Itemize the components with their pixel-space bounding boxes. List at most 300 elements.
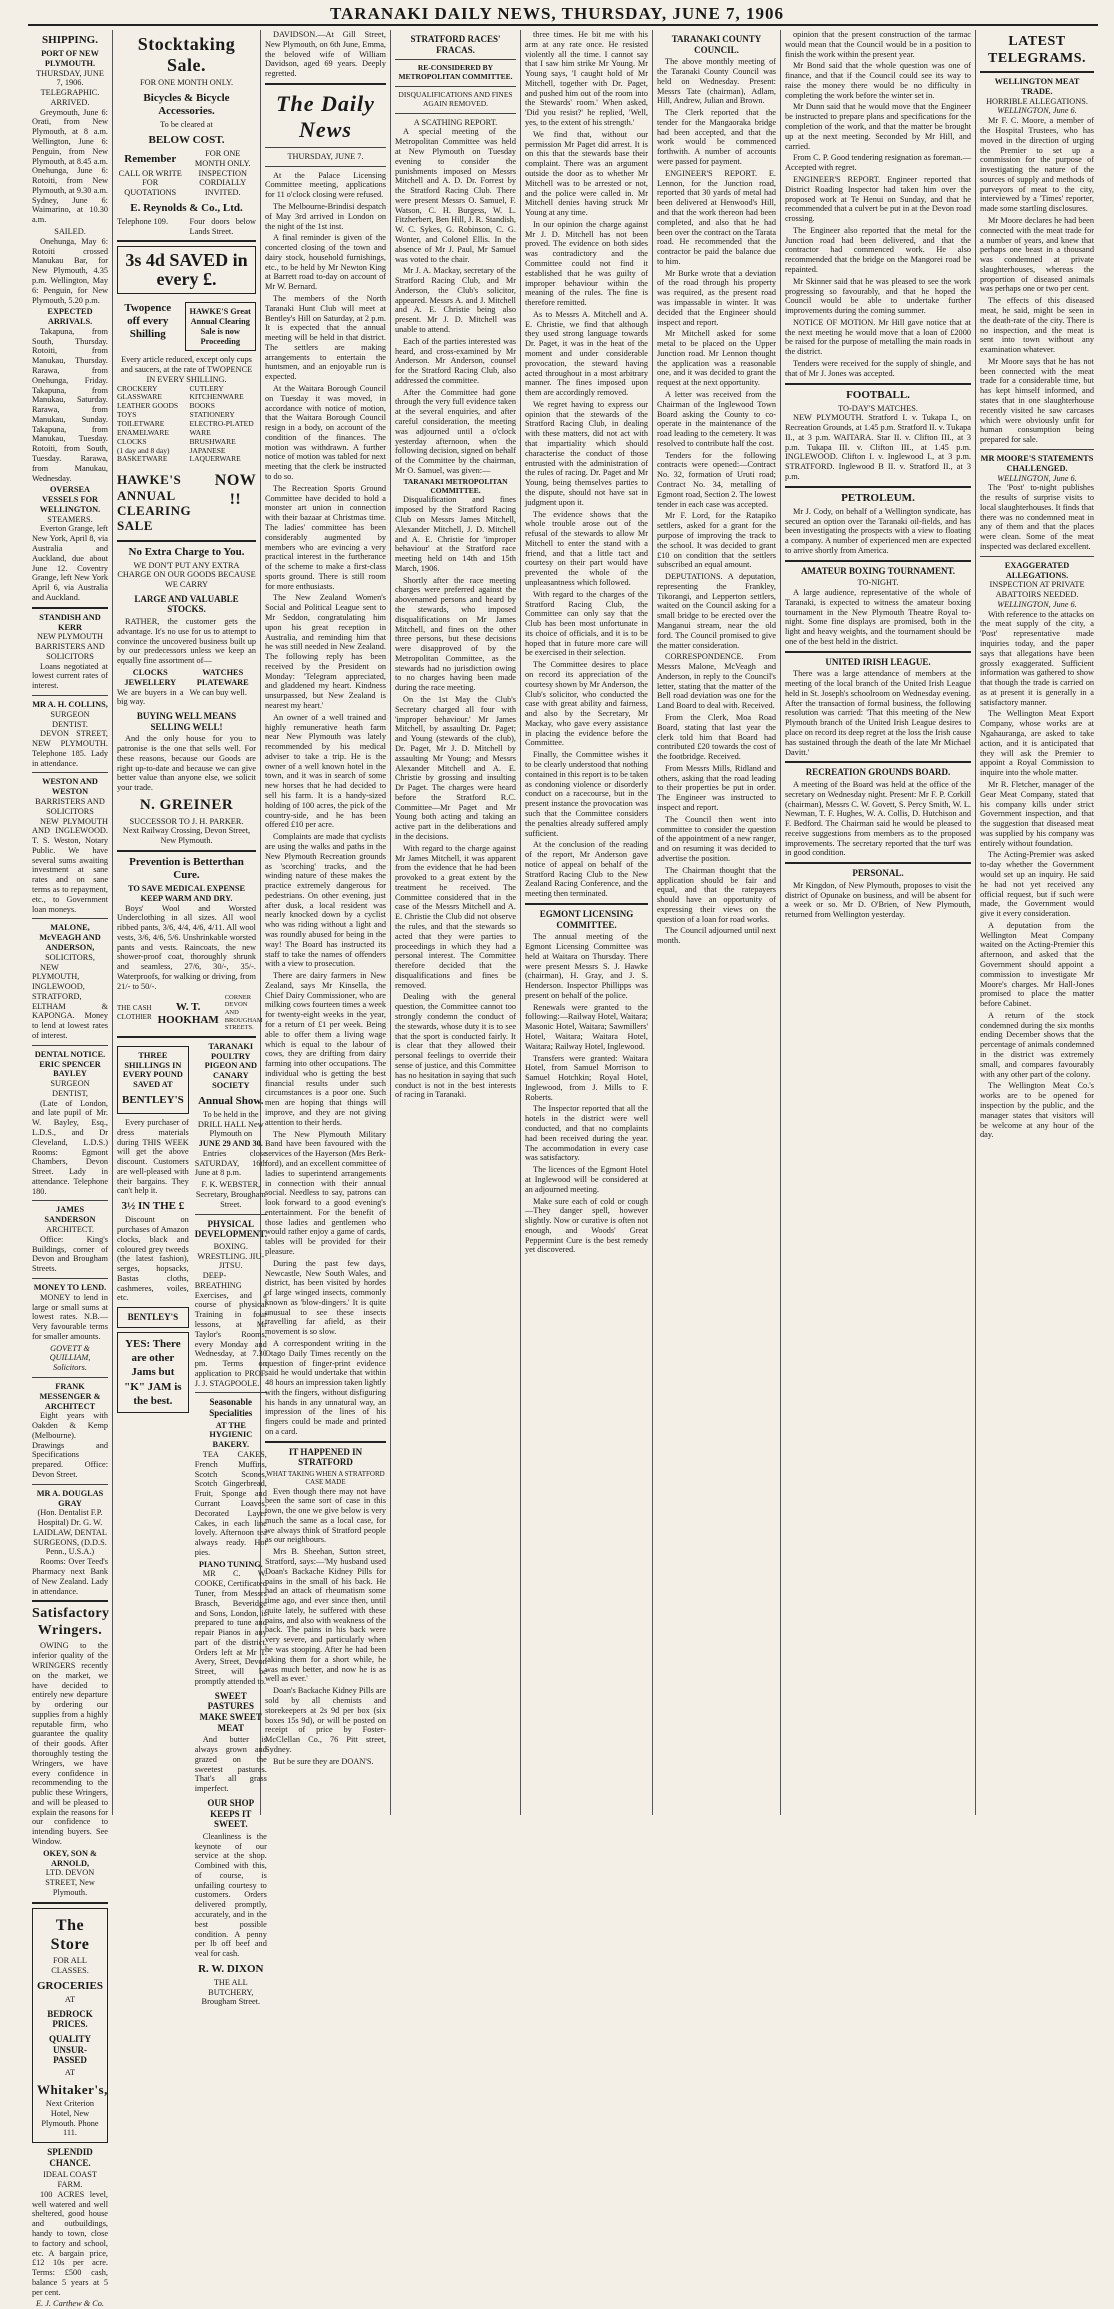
column-telegrams [976,30,1098,1815]
council-paragraph: Tenders for the following contracts were opened:—Contract No. 32, formation of Uruti road; Contract No. 34, metalling of Egmont road, Section 2. The lowest tender in each case was accepted. [657,450,776,509]
shipping-date: THURSDAY, JUNE 7, 1906. [36,68,104,88]
divider [32,1377,108,1378]
stratford-subtitle: RE-CONSIDERED BY METROPOLITAN COMMITTEE. [398,63,513,82]
remember-label: Remember [124,152,177,165]
masthead-rule [28,24,1098,26]
twopence-text: Twopence off every Shilling [124,302,172,341]
news-paragraph: During the past few days, Newcastle, New South Wales, and district, has been visited by hordes of large winged insects, commonly known as 'blow-dingers.' It is quite unusual to see these insects travelling far afield, as their movement is so slow. [265,1258,386,1337]
port-heading: PORT OF NEW PLYMOUTH. [41,48,99,68]
wringers-text: OWING to the inferior quality of the WRINGERS recently on the market, we have decided to entirely new departure by ordering our supplies from a highly reputable firm, who guarantee the quality of their goods. After thoroughly testing the Wringers, we have every confidence in recommending to the public these Wringers, and will be pleased to explain the reasons for our confidence to intending buyers. See Window. [32,1641,108,1847]
buying-well: BUYING WELL MEANS SELLING WELL! [136,711,237,732]
stocktaking-title: Stocktaking Sale. [137,34,236,76]
divider [785,560,971,562]
stratford-paragraph: After the Committee had gone through the very full evidence taken at the several enquiries, and after careful consideration, the meeting was adjourned until a o'clock yesterday afternoon, when the following decision, signed on behalf of the Committee by the chairman, Mr O. Samuel, was given:— [395,387,516,475]
bentleys-name: BENTLEY'S [122,1093,184,1106]
council-paragraph: From Messrs Mills, Ridland and others, asking that the road leading to their properties be put in order. The Engineer was instructed to inspect and report. [657,763,776,813]
divider [265,83,386,85]
clearing-title: HAWKE'S ANNUAL CLEARING SALE [117,472,192,534]
stocktaking-sub: FOR ONE MONTH ONLY. [139,78,234,88]
ad-standish-sub: NEW PLYMOUTH BARRISTERS AND SOLICITORS [35,632,105,661]
united-irish-title: UNITED IRISH LEAGUE. [825,656,931,667]
now-text: NOW !! [214,472,257,509]
local-paragraph: Tenders were received for the supply of shingle, and that of Mr J. Jones was accepted. [785,359,971,378]
column-advertisements [113,30,267,2007]
hawkes-box: HAWKE'S Great Annual Clearing Sale is now Proceeding [185,302,257,351]
goods-left-item: ENAMELWARE [117,427,169,437]
goods-left-item: TOYS [117,410,137,420]
ad-collins-text: DEVON STREET, NEW PLYMOUTH. Telephone 185. Lady in attendance. [32,729,108,768]
goods-right-item: BOOKS [189,401,215,411]
plateware-label: PLATEWARE [196,677,249,687]
divider [117,850,256,852]
dixon-sub: THE ALL BUTCHERY, Brougham Street. [201,1977,261,2007]
council-paragraph: The above monthly meeting of the Taranaki County Council was held on Wednesday. Present: Messrs Tate (chairman), Adlam, Hill, Andrew, Julian and Brown. [657,57,776,106]
ad-gray-text: Rooms: Over Teed's Pharmacy next Bank of New Zealand. Lady in attendance. [32,1557,108,1596]
ad-sanderson-title: JAMES SANDERSON [44,1205,96,1225]
stratford-cont-paragraph: We find that, without our permission Mr Paget did arrest. It is on this that the stewards base their complaint. There was an argument outside the door as to whether Mr Mitchell was to be arrested or not, and the police were called in. Mr Mitchell denies having struck Mr Young at any time. [525,129,648,218]
secretary-text: F. K. WEBSTER, Secretary, Brougham Street. [195,1180,266,1209]
council-paragraph: The Clerk reported that the tender for the Mangaoraka bridge had been accepted, and that the work would be commenced forthwith. A number of accounts were passed for payment. [657,108,776,167]
column-stratford-continued [521,30,652,1815]
telegram-paragraph: With reference to the attacks on the meat supply of the city, a 'Post' representative made inquiries today, and the paper says that allegations have been grossly exaggerated. Sufficient information was gathered to show that though the trade is carried on as at present it is generally in a satisfactory manner. [980,609,1094,707]
oversea-heading: OVERSEA VESSELS FOR WELLINGTON. [39,485,101,514]
ad-weston-text: NEW PLYMOUTH AND INGLEWOOD. T. S. Weston, Notary Public. We have several sums awaiting investment at sane rates and on sane terms as to repayment, etc., to Government loan moneys. [32,816,108,914]
stratford-subtitle-3: A SCATHING REPORT. [413,117,498,127]
telegram-paragraph: The Acting-Premier was asked to-day whether the Government would set up an inquiry. He said he had not yet received any official request, but if such were made, the Government would give it every consideration. [980,850,1094,919]
divider [980,449,1094,450]
ad-gray-title: MR A. DOUGLAS GRAY [36,1488,104,1508]
divider [265,166,386,167]
stratford-cont-paragraph: With regard to the charges of the Stratford Racing Club, the Committee can only say that the Club has been most unfortunate in its choice of officials, and it is to be hoped that in future more care will be exercised in their selection. [525,589,648,658]
death-notice: DAVIDSON.—At Gill Street, New Plymouth, on 6th June, Emma, the beloved wife of William Davidson, aged 69 years. Deeply regretted. [265,30,386,79]
telegram-paragraph: The Wellington Meat Export Company, whose works are at Ngahauranga, are asked to take action, and it is anticipated that they will ask the Premier to appoint a Royal Commission to inquire into the whole matter. [980,709,1094,778]
stratford-cont-paragraph: We regret having to express our opinion that the stewards of the Stratford Racing Club, in dealing with these matters, did not act with that impartiality which should characterise the conduct of those entrusted with the administration of the rules of racing. Dr. Paget and Mr Young, being themselves parties to the dispute, should not have sat in judgment upon it. [525,399,648,507]
recreation-text: A meeting of the Board was held at the office of the secretary on Wednesday night. Present: Mr F. P. Corkill (chairman), Messrs C. W. Govett, S. Percy Smith, W. L. Newman, T. F. Hughes, W. A. Collis, D. Hutchison and F. Bedford. The Chairman said he would be pleased to receive suggestions from members as to the proposed improvements. The secretary reported that the turf was in good condition. [785,779,971,858]
buyers-text: We are buyers in a big way. [117,687,184,707]
council-paragraph: Mr Mitchell asked for some metal to be placed on the Upper Junction road. Mr Lennon thought the application was a reasonable one, and it was decided to grant the request at the next opportunity. [657,329,776,388]
stratford-title: STRATFORD RACES' FRACAS. [410,34,501,55]
divider [265,1441,386,1443]
stratford-paragraph: On the 1st May the Club's Secretary charged all four with 'improper behaviour.' Mr James Mitchell, by assaulting Dr. Paget; and Young (stewards of the club), Dr. Paget, Mr J. D. Mitchell by assaulting Mr Young; and Messrs Alexander Mitchell and A. E. Christie by grossing and insulting Dr Paget. The charges were heard before the Stratford R.C. Committee—Mr Paget and Mr Young both acting and taking an active part in the deliberations and in the decisions. [395,695,516,841]
extra-charge-text: WE DON'T PUT ANY EXTRA CHARGE ON OUR GOODS BECAUSE WE CARRY [117,560,256,590]
hygienic-text: TEA CAKES, French Muffins, Scotch Scones, Scotch Gingerbread, Fruit, Sponge and Currant Loaves, Decorated Layer Cakes, in each line lovely. Afternoon tea always ready. Hot pies. [194,1450,267,1557]
stratford-paragraph: With regard to the charge against Mr James Mitchell, it was apparent from the evidence that he had been provoked to a great extent by the treatment he received. The Committee considered that in the case of the Messrs Mitchell and A. E. Christie the Club did not observe the rules, and that the stewards so acted that they were parties to proceedings in which they had a personal interest. The Committee therefore decided that the disqualifications and fines be removed. [395,843,516,990]
telegram-paragraph: The effects of this diseased meat, he said, might be seen in the death-rate of the city. There is no inspection, and the meat is sent into town without any examination whatever. [980,296,1094,355]
expected-text: Takapuna, from South, Thursday. Rotoiti, from Manukau, Thursday. Rarawa, from Onehunga, Friday. Takapuna, from Manukau, Saturday. Rarawa, from Manukau, Sunday. Takapuna, from Manukau, Tuesday. Rotoiti, from South, Tuesday. Rarawa, from Manukau, Wednesday. [32,326,108,483]
divider [785,486,971,488]
council-paragraph: A letter was received from the Chairman of the Inglewood Town Board asking the County to co-operate in the maintenance of the road leading to the cemetery. It was resolved to contribute half the cost. [657,390,776,448]
entries-text: Entries close SATURDAY, 16th June at 8 p.m. [194,1148,267,1178]
goods-right-item: JAPANESE [189,445,226,455]
telegram-paragraph: Mr Moore declares he had been connected with the meat trade for a number of years, and knew that perhaps one beast in a thousand was condemned at private slaughterhouses, whereas the proportion of diseased animals was perhaps one or two per cent. [980,215,1094,294]
ad-standish-title: STANDISH AND KERR [39,612,101,632]
expected-heading: EXPECTED ARRIVALS. [47,307,93,327]
council-paragraph: ENGINEER'S REPORT. E. Lennon, for the Junction road, reported that 30 yards of metal had been delivered at Henwood's Hill, and that the work thereon had been completed, and also that he had been over the contract on the Tarata road. He recommended that the contractor be paid the balance due to him. [657,168,776,266]
stratford-cont-paragraph: In our opinion the charge against Mr J. D. Mitchell has not been proved. The evidence on both sides was contradictory and the Committee could not find it established that he was guilty of improper behaviour within the meaning of the rules. The fine is therefore remitted. [525,219,648,308]
ad-weston-sub: BARRISTERS AND SOLICITORS [35,797,105,816]
divider [117,1036,256,1038]
stratford-cont-paragraph: The evidence shows that the whole trouble arose out of the refusal of the stewards to allow Mr Mitchell to enter the stand with a friend, and that a little tact and courtesy on their part would have prevented the whole of the unpleasantness which followed. [525,509,648,587]
stratford-paragraph: Dealing with the general question, the Committee cannot too strongly condemn the conduct of the stewards, whose duty it is to see that the sport is conducted fairly. It is clear that they allowed their personal feelings to override their sense of justice, and this Committee has no hesitation in saying that such conduct is not in the best interests of racing in Taranaki. [395,992,516,1100]
exaggerated-sub: INSPECTION AT PRIVATE ABATTOIRS NEEDED. [989,580,1085,600]
stratford-cont-paragraph: As to Messrs A. Mitchell and A. E. Christie, we find that although they used strong language towards Dr. Paget, it was in the heat of the moment and under considerable provocation, the steward having acted throughout in a most arbitrary manner. The fines imposed upon them are accordingly removed. [525,309,648,398]
divider [32,772,108,773]
football-title: FOOTBALL. [846,388,910,401]
goods-right-item: LAQUERWARE [189,454,241,464]
it-happened-sub: WHAT TAKING WHEN A STRATFORD CASE MADE [266,1470,385,1487]
remember-sub: FOR ONE MONTH ONLY. [194,148,251,168]
meat-trade-sub: HORRIBLE ALLEGATIONS. [986,96,1088,106]
divider [525,903,648,905]
doans-paragraph: But be sure they are DOAN'S. [273,1756,374,1766]
ad-bayley-text: (Late of London, and late pupil of Mr. W. Bayley, Esq., L.D.S., and Dr Cleveland, L.D.S.) Rooms: Egmont Chambers, Devon Street. Lady in attendance. Telephone 180. [32,1098,108,1196]
divider [785,862,971,864]
divider [785,761,971,763]
dental-notice-title: DENTAL NOTICE. [34,1049,106,1059]
store-line-6: Whitaker's, [37,2081,108,2097]
cleared-text: To be cleared at [160,120,213,130]
arrived-text: Greymouth, June 6: Orati, from New Plymouth, at 8 a.m. Wellington, June 6: Penguin, from New Plymouth, at 8.45 a.m. Onehunga, June 6: Rotoiti, from New Plymouth, at 9.30 a.m. Sydney, June 6: Waimarino, at 10.30 a.m. [32,107,108,225]
reynolds-telephone: Telephone 109. [117,216,169,226]
local-paragraph: ENGINEER'S REPORT. Engineer reported that District Roading Inspector had taken him over the proposed work at Te Henui on Sunday, and that he recommended that a culvert be put in at the Devon road crossing. [785,174,971,224]
council-paragraph: DEPUTATIONS. A deputation, representing the Frankley, Tikorangi, and Lepperton settlers, waited on the Council asking for a small bridge to be erected over the Manganui stream, near the old ford. The Council promised to give the matter consideration. [657,572,776,650]
wringers-title: Satisfactory Wringers. [32,1606,110,1638]
egmont-paragraph: Transfers were granted: Waitara Hotel, from Samuel Morrison to Samuel Hotchkin; Royal Hotel, Inglewood, from J. Mills to F. Roberts. [525,1053,648,1102]
boxing-text: BOXING. WRESTLING. JIU-JITSU. [197,1241,265,1271]
shop-text: Cleanliness is the keynote of our service at the shop. Combined with this, of course, is unfailing courtesy to customers. Orders delivered promptly, accurately, and in the best possible condition. A penny per lb off beef and veal for cash. [194,1831,267,1959]
news-paragraph: A correspondent writing in the Otago Daily Times recently on the question of finger-print evidence said he would undertake that within 48 hours an impression taken lightly with the fingers, without disfiguring his hands in any unnatural way, an impression of the lines of his fingers could be made and printed on a card. [265,1339,386,1437]
news-paragraph: The Melbourne-Brindisi despatch of May 3rd arrived in London on the night of the 1st inst. [265,201,386,231]
stratford-paragraph: Shortly after the race meeting charges were preferred against the abovenamed persons and heard by the stewards, who imposed disqualifications on Mr James Mitchell, and fines on the other three persons, but these decisions were disapproved of by the Metropolitan Committee, as the stewards had no jurisdiction owing to no charges having been made during the race meeting. [395,575,516,693]
bentleys-text: Every purchaser of dress materials during THIS WEEK will get the above discount. Customers are well-pleased with their bargains. They can't help it. [117,1117,189,1196]
ad-messenger-title: FRANK MESSENGER & ARCHITECT [39,1381,101,1411]
ad-sanderson-sub: ARCHITECT. [45,1225,94,1235]
store-title: The Store [50,1916,90,1953]
poultry-title: TARANAKI POULTRY PIGEON AND CANARY SOCIETY [204,1041,257,1090]
store-ad [32,1908,108,2143]
steamers-heading: STEAMERS. [47,514,93,524]
goods-left-item: (1 day and 8 day) [117,445,170,455]
news-paragraph: There are dairy farmers in New Zealand, says Mr Kinsella, the Chief Dairy Commissioner, who are milking cows fourteen times a week for twenty-eight weeks in the year, for a return of £1 per week. Being able to offer them a living wage which is equal to the labour of cows, they are drifting from dairy farming into other occupations. The individual who is getting the best financial results under such circumstances is a poor one. Such men are hoping that things will improve, and they are not giving attention to their herds. [265,971,386,1127]
below-cost: BELOW COST. [148,133,225,146]
divider [980,71,1094,73]
column-editorial [261,30,390,1815]
greiner-address: Next Railway Crossing, Devon Street, New Plymouth. [122,826,251,846]
column-county-council [653,30,780,1815]
stratford-cont-paragraph: At the conclusion of the reading of the report, Mr Anderson gave notice of appeal on behalf of the Stratford Racing Club to the New Zealand Racing Conference, and the meeting then terminated. [525,840,648,899]
rather-text: RATHER, the customer gets the advantage. It's no use for us to attempt to convince the uncovered business built up by our predecessors unless we keep an equally fine assortment of— [117,617,256,666]
county-council-title: TARANAKI COUNTY COUNCIL. [671,34,762,55]
splendid-title: SPLENDID CHANCE. [47,2147,93,2168]
petroleum-text: Mr J. Cody, on behalf of a Wellington syndicate, has secured an option over the Taranaki oil-fields, and has been investigating the prospects with a view to floating a company. A number of experienced men are expected to arrive shortly from America. [785,506,971,555]
council-paragraph: From the Clerk, Moa Road Board, stating that last year the clerk told him that Board had contributed £20 towards the cost of the footbridge. Received. [657,713,776,762]
three-half-text: Discount on purchases of Amazon clocks, black and coloured grey tweeds (the latest fashion), serges, hopsacks, Bastas cloths, cashmeres, voiles, etc. [117,1215,189,1303]
sweet-text: And butter is always grown and grazed on the sweetest pastures. That's all grass imperfect. [194,1735,267,1794]
deep-breathing-text: DEEP-BREATHING Exercises, and a course of physical Training in four lessons, at Mr Taylor's Rooms, every Monday and Wednesday, at 7.30 pm. Terms on application to PROF. J. J. STAGPOOLE. [194,1271,267,1388]
doans-paragraph: Doan's Backache Kidney Pills are sold by all chemists and storekeepers at 2s 9d per box (six boxes 15s 9d), or will be posted on receipt of price by Foster-McClellan Co., 76 Pitt street, Sydney. [265,1686,386,1754]
every-article-text: Every article reduced, except only cups and saucers, at the rate of TWOPENCE IN EVERY SHILLING. [120,355,253,384]
money-title: MONEY TO LEND. [33,1282,107,1292]
council-paragraph: CORRESPONDENCE. From Messrs Malone, McVeagh and Anderson, in reply to the Council's letter, stating that the matter of the Bell road deviation was one for the Land Board to deal with. Received. [657,652,776,711]
council-paragraph: The Chairman thought that the application should be fair and equal, and that the ratepayers should have an opportunity of expressing their views on the question of a loan for road works. [657,865,776,924]
money-signature: GOVETT & QUILLIAM, Solicitors. [49,1343,91,1373]
news-paragraph: A final reminder is given of the concerted closing of the town and dairy stock, household furnishings, etc., to be held by Mr Newton King at Barrett road to-day on account of Mr W. Bernard. [265,233,386,292]
call-text: CALL OR WRITE FOR QUOTATIONS [118,168,182,198]
divider [32,1200,108,1201]
council-paragraph: The Council adjourned until next month. [657,926,776,946]
k-jam-ad: YES: There are other Jams but "K" JAM is the best. [117,1332,189,1413]
hygienic-title: AT THE HYGIENIC BAKERY. [209,1420,253,1450]
stratford-paragraph: Each of the parties interested was heard, and cross-examined by Mr Anderson. Mr Anderson, counsel for the Stratford Racing Club, also addressed the committee. [395,336,516,385]
store-line-1: GROCERIES [37,1980,104,1993]
paper-date: THURSDAY, JUNE 7. [287,151,364,161]
divider [785,383,971,385]
piano-title: PIANO TUNING. [198,1559,263,1569]
goods-left-item: CLOCKS [117,436,147,446]
clocks-label: CLOCKS [132,667,168,677]
inspection-text: INSPECTION CORDIALLY INVITED. [198,168,247,198]
boxing-tournament-title: AMATEUR BOXING TOURNAMENT. [800,565,956,576]
stratford-cont-paragraph: Finally, the Committee wishes it to be clearly understood that nothing contained in this report is to be taken as condoning violence or disorderly conduct on a racecourse, but in the present instance the provocation was such that the Committee considers the penalties already suffered amply sufficient. [525,750,648,838]
news-paragraph: At the Palace Licensing Committee meeting, applications for 11 o'clock closing were refused. [265,170,386,200]
arrived-heading: ARRIVED. [50,97,90,107]
ad-standish-text: Loans negotiated at lowest current rates of interest. [32,661,108,691]
bicycles-heading: Bicycles & Bicycle Accessories. [143,92,230,118]
wringers-firm: OKEY, SON & ARNOLD, [43,1848,97,1868]
goods-right-item: KITCHENWARE [189,392,244,402]
ad-collins-title: MR A. H. COLLINS, [32,699,108,709]
local-paragraph: From C. P. Good tendering resignation as foreman.—Accepted with regret. [785,153,971,173]
jewellery-label: JEWELLERY [124,677,177,687]
can-buy-text: We can buy well. [189,687,247,697]
goods-left-item: TOILETWARE [117,419,165,428]
bentleys-ad [117,1046,189,1114]
it-happened-title: IT HAPPENED IN STRATFORD [288,1446,363,1468]
news-paragraph: The Recreation Sports Ground Committee have decided to hold a monster art union in connection with their bazaar at Christmas time. The ladies' committee has been considerably augmented by members who are evincing a very practical interest in the furtherance of the scheme to make a first-class sports ground. There is still room for more enthusiasts. [265,483,386,591]
hawkes-saved-ad [117,246,256,294]
boxing-tournament-sub: TO-NIGHT. [857,578,899,588]
store-line-4: QUALITY UNSUR-PASSED [48,2034,91,2066]
recreation-title: RECREATION GROUNDS BOARD. [805,767,951,778]
local-paragraph: opinion that the present construction of the tarmac would mean that the Council would be in a position to finish the work within the present year. [785,30,971,59]
divider [117,540,256,542]
doans-paragraph: Even though there may not have been the same sort of case in this town, the one we give below is very much the same as a local case, for we always think of Stratford people as our neighbours. [265,1486,386,1545]
steamers-text: Everton Grange, left New York, April 8, via Australia and Auckland, due about June 12. Coventry Grange, left New York April 6, via Australia and Auckland. [32,524,108,602]
splendid-text: 100 ACRES level, well watered and well sheltered, good house and outbuildings, handy to town, close to factory and school, etc. A bargain price, £12 10s per acre. Terms: £500 cash, balance 5 years at 5 per cent. [32,2189,108,2297]
ad-malone-sub: SOLICITORS, [45,952,95,962]
doans-paragraph: Mrs B. Sheehan, Sutton street, Stratford, says:—'My husband used Doan's Backache Kidney Pills for pains in the small of his back. He had an attack of rheumatism some time ago, and ever since then, until quite lately, he suffered with these pains, and also with weakness of the back. The pains in his back were very severe, and particularly when he was stooping. After he had been taking them for a short while, he was much better, and now he is as well as ever.' [265,1547,386,1684]
ad-sanderson-text: Office: King's Buildings, corner of Devon and Brougham Streets. [32,1234,108,1274]
splendid-sub: IDEAL COAST FARM. [43,2170,97,2190]
news-paragraph: The New Zealand Women's Social and Political League sent to Mr Seddon, congratulating him upon his great reception in Australia, and reminding him that he was still needed in New Zealand. The following reply has been received by the President on Monday: 'Telegram appreciated, and gladdened my heart. Kindness unsurpassed, but New Zealand is nearest my heart.' [265,593,386,710]
ad-weston-title: WESTON AND WESTON [42,777,98,797]
local-paragraph: The Engineer also reported that the metal for the Junction road had been delivered, and that the contractor had commenced work. He also recommended that the bridge on the Mangorei road be repainted. [785,225,971,274]
show-text: To be held in the DRILL HALL New Plymouth on [197,1109,264,1139]
column-local-news [781,30,975,1815]
decision-title: TARANAKI METROPOLITAN COMMITTEE. [403,476,508,495]
three-shillings: THREE SHILLINGS IN EVERY POUND SAVED AT [122,1050,183,1090]
telegraphic-heading: TELEGRAPHIC. [40,88,100,98]
divider [32,1902,108,1904]
football-sub: TO-DAY'S MATCHES. [838,403,918,413]
exaggerated-title: EXAGGERATED ALLEGATIONS. [1004,560,1070,580]
council-paragraph: Mr Burke wrote that a deviation of the road through his property was required, as the present road was impassable in winter. It was decided that the Engineer should inspect and report. [657,268,776,327]
local-paragraph: Mr Dunn said that he would move that the Engineer be instructed to prepare plans and specifications for the completion of the work, and that the matter be brought up at the next meeting. Seconded by Mr Hill, and carried. [785,102,971,151]
ad-gray-sub: (Hon. Dentalist F.P. Hospital) Dr. G. W. LAIDLAW, DENTAL SURGEONS, (D.D.S. Penn., U.S.A.) [33,1508,107,1557]
telegram-paragraph: A deputation from the Wellington Meat Company waited on the Acting-Premier this afternoon, and asked that the Government should appoint a commission to investigate Mr Moore's charges. Mr Hall-Jones promised to place the matter before Cabinet. [980,920,1094,1009]
telegram-paragraph: Mr Moore says that he has not been connected with the meat trade for a considerable time, but has kept himself informed, and states that in one slaughterhouse recently visited he saw carcases which were obviously unfit for human consumption being prepared for sale. [980,356,1094,445]
divider [265,147,386,148]
store-line-5: AT [64,2067,76,2077]
exaggerated-dateline: WELLINGTON, June 6. [997,599,1077,609]
masthead: TARANAKI DAILY NEWS, THURSDAY, JUNE 7, 1906 [329,4,785,23]
seasonable-title: Seasonable Specialities [209,1397,253,1419]
telegram-paragraph: Mr R. Fletcher, manager of the Gear Meat Company, stated that his company kills under strict Government inspection, and that the suggestion that diseased meat was supplied by his company was entirely without foundation. [980,779,1094,848]
petroleum-title: PETROLEUM. [841,491,915,504]
piano-text: MR C. W. COOKE, Certificated Tuner, from Messrs Brasch, Beveridge and Sons, London, is prepared to tune and repair Pianos in any part of the district. Orders left at Mr T. Avery, Street, Devon Street, will be promptly attended to. [194,1569,267,1686]
ad-malone-title: MALONE, McVEAGH AND ANDERSON, [39,923,101,952]
goods-right-item: BRUSHWARE [189,436,236,446]
telegram-paragraph: A return of the stock condemned during the six months ending December shows that the percentage of animals condemned in the district was extremely small, and compares favourably with any other part of the colony. [980,1010,1094,1079]
ad-malone-text: NEW PLYMOUTH, INGLEWOOD, STRATFORD, ELTHAM & KAPONGA. Money to lend at lowest rates of interest. [32,962,108,1040]
hookham-right: CORNER DEVON AND BROUGHAM STREETS. [224,993,263,1032]
stratford-paragraph: Mr J. A. Mackay, secretary of the Stratford Racing Club, and Mr Anderson, the Club's solicitor, appeared. Messrs A. and J. Mitchell and A. E. Christie being also present. Mr J. D. Mitchell was unable to attend. [395,266,516,334]
news-paragraph: An owner of a well trained and highly remunerative heath farm near New Plymouth was lately recommended by his medical adviser to take a trip. He is the owner of a well known hotel in the town, and it was in search of some new horses that he had decided to sell his farm. It is a handy-sized holding of 100 acres, the pick of the country-side, and he has been offered £10 per acre. [265,712,386,830]
stratford-cont-paragraph: three times. He bit me with his arm at any rate once. He resisted violently all the time. I cannot say that I saw him strike Mr Young. Mr Young says, 'I caught hold of Mr Mitchell, together with Dr. Paget, and pushed him out of the room into the Stewards' room.' When asked, 'Did you resist?' he replied, 'Well, yes, to the extent of his strength.' [525,30,648,128]
goods-right-item: STATIONERY [189,410,235,420]
store-sub: FOR ALL CLASSES. [51,1956,89,1976]
divider [32,695,108,696]
ad-bayley-sub: SURGEON DENTIST, [50,1079,90,1098]
watches-label: WATCHES [202,667,244,677]
stratford-paragraph: Disqualification and fines imposed by the Stratford Racing Club on Messrs James Mitchell, Alexander Mitchell, J. D. Mitchell and A. E. Christie for 'improper behaviour' at the Stratford race meeting held on 14th and 15th March, 1906. [395,495,516,573]
prevention-text: Boys' Wool and Worsted Underclothing in all sizes. All wool ribbed pants, 3/6, 4/4, 4/6, 4/11. All wool vests, 3/6, 4/6, 5/6. Unshrinkable worsted pants and vests. Raincoats, the new shower-proof coat, thoroughly shrunk and seamless, 27/6, 30/-, 35/-. Waterproofs, for walking or driving, from 21/- to 50/-. [117,903,256,991]
reynolds-address: Four doors below Lands Street. [189,216,256,236]
local-paragraph: Mr Bond said that the whole question was one of finance, and that if the Council could see its way to raise the money there would be no difficulty in completing the work before the winter set in. [785,61,971,100]
news-paragraph: Complaints are made that cyclists are using the walks and paths in the New Plymouth Recreation grounds as 'scorching' tracks, and the winding nature of these makes the practice extremely dangerous for pedestrians. On other evening, just after dusk, a local resident was nearly knocked down by a cyclist who was riding without a light and was roundly abused for being in the way! The Board has instructed its staff to take the names of offenders with a view to prosecution. [265,832,386,969]
column-stratford-races [391,30,520,1815]
divider [117,240,256,242]
egmont-paragraph: Renewals were granted to the following:—Railway Hotel, Waitara; Masonic Hotel, Waitara; Sawmillers' Hotel, Waitara; Waitara Hotel, Waitara; Railway Hotel, Inglewood. [525,1002,648,1051]
large-stocks: LARGE AND VALUABLE STOCKS. [134,593,239,615]
divider [395,59,516,60]
money-text: MONEY to lend in large or small sums at lowest rates. N.B.—Very favourable terms for smaller amounts. [32,1292,108,1341]
store-line-7: Next Criterion Hotel, New Plymouth. Phone 111. [41,2098,99,2138]
council-paragraph: Mr F. Lord, for the Ratapiko settlers, asked for a grant for the purpose of improving the track to the school. It was decided to grant £10 on condition that the settlers subscribed an equal amount. [657,511,776,570]
column-shipping [28,30,112,2309]
goods-right-item: CUTLERY [189,383,224,393]
divider [395,113,516,114]
united-irish-text: There was a large attendance of members at the meeting of the local branch of the United Irish League held in St. Joseph's schoolroom on Wednesday evening. After the transaction of formal business, the following resolution was carried: 'That this meeting of the New Plymouth branch of the United Irish League desires to place on record its deep regret at the loss the Irish cause has sustained through the death of the late Mr Michael Davitt.' [785,669,971,757]
goods-left-item: LEATHER GOODS [117,401,179,411]
three-half: 3½ IN THE £ [121,1200,185,1213]
physical-title: PHYSICAL DEVELOPMENT. [194,1218,267,1240]
ad-messenger-text: Eight years with Oakden & Kemp (Melbourne). Drawings and Specifications prepared. Office: Devon Street. [32,1411,108,1479]
telegram-paragraph: The Wellington Meat Co.'s works are to be opened for inspection by the public, and the manager states that visitors will be welcome at any hour of the day. [980,1081,1094,1140]
sailed-text: Onehunga, May 6: Rotoiti crossed Manukau Bar, for New Plymouth, 4.35 p.m. Wellington, May 6: Penguin, for New Plymouth, 5.20 p.m. [32,236,108,305]
wringers-firm-address: LTD. DEVON STREET, New Plymouth. [45,1868,95,1897]
hookham-name: W. T. HOOKHAM [157,1000,219,1026]
divider [785,651,971,653]
news-paragraph: The members of the North Taranaki Hunt Club will meet at Bentley's Hill on Saturday, at 2 p.m. It is expected that the annual meeting will be held in that district. The settlers are making arrangements to entertain the huntsmen, and an enjoyable run is expected. [265,293,386,382]
egmont-title: EGMONT LICENSING COMMITTEE. [539,908,634,930]
annual-show: Annual Show. [198,1094,264,1107]
divider [32,918,108,919]
local-paragraph: NOTICE OF MOTION. Mr Hill gave notice that at the next meeting he would move that a loan of £2000 be raised for the purpose of metalling the main roads in the district. [785,317,971,357]
goods-left-item: GLASSWARE [117,392,163,402]
divider [32,1600,108,1602]
divider [32,607,108,609]
news-paragraph: The New Plymouth Military Band have been favoured with the services of the Hayerson (Mrs Berk-ford), and an excellent committee of ladies to superintend arrangements in connection with their annual social. Needless to say, patrons can look forward to a good evening's entertainment. For the benefit of those ladies and gentlemen who would rather enjoy a game of cards, tables will be provided for their pleasure. [265,1129,386,1256]
extra-charge-title: No Extra Charge to You. [128,545,245,558]
meat-trade-title: WELLINGTON MEAT TRADE. [994,77,1080,96]
latest-telegrams-title: LATEST TELEGRAMS. [988,34,1086,66]
meat-dateline: WELLINGTON, June 6. [997,106,1077,116]
bentleys-name-2: BENTLEY'S [117,1307,189,1328]
prevention-title: Prevention is Betterthan Cure. [129,856,244,881]
prevention-sub: TO SAVE MEDICAL EXPENSE KEEP WARM AND DRY. [127,883,246,903]
personal-title: PERSONAL. [852,868,904,879]
egmont-paragraph: The Inspector reported that all the hotels in the district were well conducted, and that no complaints had been received during the year. The accommodation in every case was satisfactory. [525,1104,648,1163]
shipping-title: SHIPPING. [42,34,98,46]
stratford-paragraph: A special meeting of the Metropolitan Committee was held at New Plymouth on Tuesday evening to consider the punishments imposed on Messrs Mitchell and A. D. Dr. Forrest by the Stratford Racing Club. There were present Messrs O. Samuel, F. Watson, C. H. Burgess, W. L. Fitzherbert, Ben Hill, J. R. Standish, W. C. Sykes, G. Robinson, C. G. Wonter, and Colonel Ellis. In the absence of Mr J. Paul, Mr Samuel was voted to the chair. [395,127,516,264]
shop-title: OUR SHOP KEEPS IT SWEET. [207,1797,255,1830]
egmont-paragraph: Make sure each of cold or cough—They danger spell, however slightly. Now or curative is often not enough, and Woods' Great Peppermint Cure is the best remedy yet discovered. [525,1196,648,1255]
divider [32,1278,108,1279]
paper-name: The Daily News [276,90,375,142]
ad-bayley-title: ERIC SPENCER BAYLEY [39,1059,101,1079]
boxing-tournament-text: A large audience, representative of the whole of Taranaki, is expected to witness the amateur boxing tournament in the New Plymouth Theatre Royal to-night. Some fine displays are promised, both in the light and heavy weights, and the tournament should be one of the best held in the district. [785,588,971,646]
egmont-paragraph: The annual meeting of the Egmont Licensing Committee was held at Waitara on Thursday. There were present Messrs S. J. Hawke (chairman), H. Gray, and J. S. Henderson. Inspector Phillipps was present on behalf of the police. [525,932,648,1000]
stratford-cont-paragraph: The Committee desires to place on record its appreciation of the courtesy shown by Mr Anderson, the Club's solicitor, who conducted the case with great ability and fairness, and also by the Secretary, Mr Mackay, who gave every assistance in placing the evidence before the Committee. [525,660,648,748]
store-line-3: BEDROCK PRICES. [47,2008,93,2030]
greiner-name: N. GREINER [139,797,234,813]
goods-left-item: CROCKERY [117,383,158,393]
football-text: NEW PLYMOUTH. Stratford I. v. Tukapa I., on Recreation Grounds, at 1.45 p.m. Stratford II. v. Tukapa II., at 3 p.m. WAITARA. Star II. v. Clifton III., at 3 p.m. Tukapa III. v. Clifton III., at 1.45 p.m. INGLEWOOD. Clifton I. v. Inglewood I., at 3 p.m. STRATFORD. Inglewood B II. v. Stratford II., at 3 p.m. [785,413,971,481]
greiner-successor: SUCCESSOR TO J. H. PARKER. [129,816,244,826]
store-line-2: AT [64,1995,76,2004]
sweet-title: SWEET PASTURES MAKE SWEET MEAT [199,1690,262,1733]
saved-title: 3s 4d SAVED in every £. [125,250,248,290]
hookham-left: THE CASH CLOTHIER [117,1004,152,1021]
sailed-heading: SAILED. [54,227,86,237]
only-house-text: And the only house for you to patronise is the one that sells well. For these reasons, because our Goods are right up-to-date and because we can give better value than anyone else, we solicit your trade. [117,734,256,793]
divider [32,1484,108,1485]
divider [980,556,1094,557]
council-paragraph: The Council then went into committee to consider the question of the appointment of a new ranger, and on resuming it was decided to advertise the position. [657,814,776,863]
divider [395,86,516,87]
personal-text: Mr Kingdon, of New Plymouth, proposes to visit the district of Opunake on business, and will be absent for a week or so. Mr D. O'Brien, of New Plymouth, returned from Wellington yesterday. [785,880,971,920]
goods-left-item: BASKETWARE [117,454,168,464]
goods-right-item: ELECTRO-PLATED WARE [189,419,254,437]
dixon-name: R. W. DIXON [198,1962,264,1975]
show-date: JUNE 29 AND 30. [198,1139,263,1149]
telegram-paragraph: Mr F. C. Moore, a member of the Hospital Trustees, who has moved in the direction of urging the Premier to set up a commission for the purpose of investigating the nature of the sources of supply and methods of purveyors of meat to the city, interviewed by a 'Times' reporter, made some startling disclosures. [980,116,1094,214]
stratford-subtitle-2: DISQUALIFICATIONS AND FINES AGAIN REMOVED. [398,89,513,108]
reynolds-firm: E. Reynolds & Co., Ltd. [130,201,243,214]
moore-text: The 'Post' to-night publishes the results of surprise visits to local slaughterhouses. It finds that there was no condemned meat in any of them and that the places were clean. Some of the meat inspected was declared excellent. [980,483,1094,551]
divider [195,1214,267,1215]
egmont-paragraph: The licences of the Egmont Hotel at Inglewood will be considered at an adjourned meeting. [525,1165,648,1194]
divider [32,1045,108,1046]
ad-collins-sub: SURGEON DENTIST. [50,709,90,729]
news-paragraph: At the Waitara Borough Council on Tuesday it was moved, in accordance with notice of motion, that the Waitara Borough Council resign in a body, on account of the condition of the finances. The motion was withdrawn. A further notice of motion was tabled for next meeting that the clerk be instructed to do so. [265,384,386,482]
divider [195,1392,267,1393]
moore-dateline: WELLINGTON, June 6. [997,473,1077,483]
moore-title: MR MOORE'S STATEMENTS CHALLENGED. [980,453,1094,473]
local-paragraph: Mr Skinner said that he was pleased to see the work progressing so favourably, and that he hoped the Council would be able to undertake further improvements during the coming summer. [785,276,971,316]
splendid-signature: E. J. Carthew & Co. [36,2299,104,2309]
